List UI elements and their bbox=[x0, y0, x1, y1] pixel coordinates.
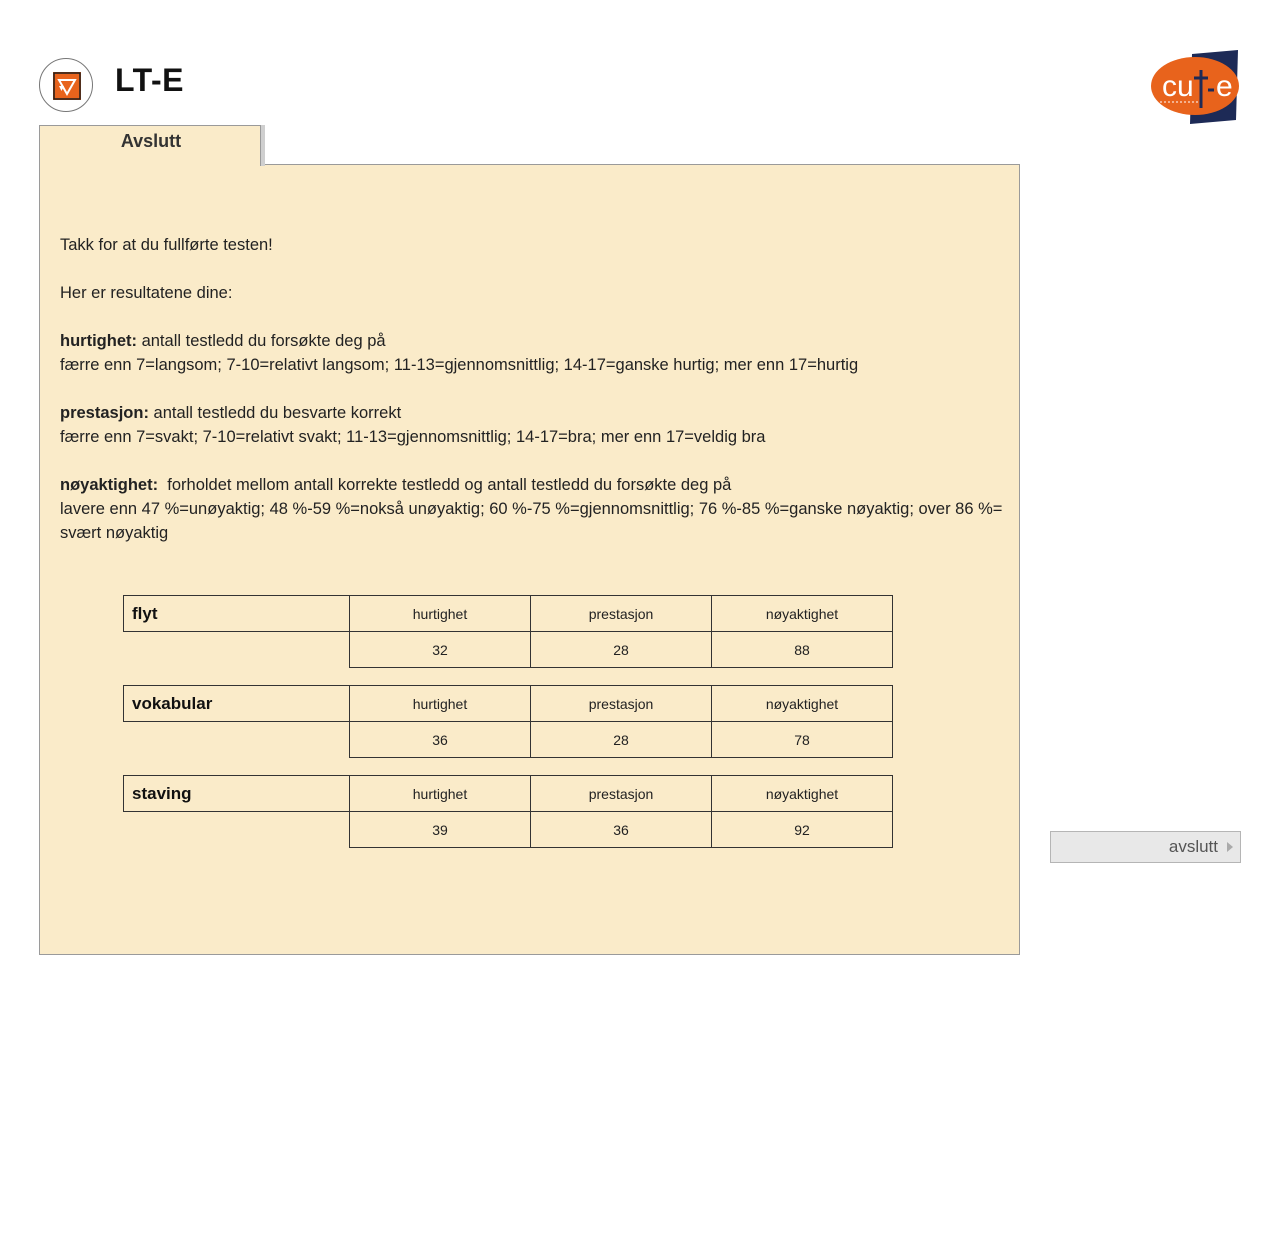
definition-scale: lavere enn 47 %=unøyaktig; 48 %-59 %=nokså unøyaktig; 60 %-75 %=gjennomsnittlig; 76 %-85 %=ganske nøyaktig; over 86 %= svært nøyaktig bbox=[60, 500, 1003, 542]
table-row bbox=[124, 776, 893, 812]
column-header: nøyaktighet bbox=[712, 776, 893, 812]
definition-description: forholdet mellom antall korrekte testledd og antall testledd du forsøkte deg på bbox=[167, 476, 732, 494]
column-header: hurtighet bbox=[350, 776, 531, 812]
table-row bbox=[124, 596, 893, 632]
results-intro-text: Her er resultatene dine: bbox=[60, 284, 233, 302]
results-text bbox=[60, 233, 1005, 569]
test-name: vokabular bbox=[124, 686, 350, 722]
app-title: LT-E bbox=[115, 62, 184, 98]
column-header: prestasjon bbox=[531, 686, 712, 722]
column-header: nøyaktighet bbox=[712, 596, 893, 632]
score-value: 32 bbox=[350, 632, 531, 668]
score-value: 92 bbox=[712, 812, 893, 848]
test-name: staving bbox=[124, 776, 350, 812]
result-table-staving bbox=[123, 775, 893, 848]
definition-scale: færre enn 7=langsom; 7-10=relativt langsom; 11-13=gjennomsnittlig; 14-17=ganske hurtig; mer enn 17=hurtig bbox=[60, 356, 859, 374]
column-header: hurtighet bbox=[350, 596, 531, 632]
table-row bbox=[124, 686, 893, 722]
score-value: 28 bbox=[531, 632, 712, 668]
test-name: flyt bbox=[124, 596, 350, 632]
result-table-flyt bbox=[123, 595, 893, 668]
definition-hurtighet bbox=[60, 329, 1005, 377]
column-header: prestasjon bbox=[531, 776, 712, 812]
svg-text:e: e bbox=[1216, 70, 1233, 103]
definition-description: antall testledd du besvarte korrekt bbox=[153, 404, 402, 422]
tab-avslutt[interactable] bbox=[39, 125, 261, 166]
definition-term: prestasjon: bbox=[60, 404, 149, 422]
score-value: 36 bbox=[531, 812, 712, 848]
lt-e-logo-icon bbox=[39, 58, 93, 112]
definition-term: hurtighet: bbox=[60, 332, 137, 350]
definition-term: nøyaktighet: bbox=[60, 476, 159, 494]
finish-button-label: avslutt bbox=[1168, 837, 1218, 856]
blank-cell bbox=[124, 812, 350, 848]
score-value: 28 bbox=[531, 722, 712, 758]
blank-cell bbox=[124, 632, 350, 668]
cut-e-logo bbox=[1150, 48, 1242, 129]
results-panel bbox=[39, 164, 1020, 955]
finish-button[interactable] bbox=[1050, 831, 1241, 863]
result-table-vokabular bbox=[123, 685, 893, 758]
definition-scale: færre enn 7=svakt; 7-10=relativt svakt; 11-13=gjennomsnittlig; 14-17=bra; mer enn 17=veldig bra bbox=[60, 428, 766, 446]
score-value: 88 bbox=[712, 632, 893, 668]
table-row bbox=[124, 722, 893, 758]
blank-cell bbox=[124, 722, 350, 758]
definition-description: antall testledd du forsøkte deg på bbox=[141, 332, 386, 350]
column-header: nøyaktighet bbox=[712, 686, 893, 722]
definition-noyaktighet bbox=[60, 473, 1005, 545]
column-header: prestasjon bbox=[531, 596, 712, 632]
definition-prestasjon bbox=[60, 401, 1005, 449]
score-value: 78 bbox=[712, 722, 893, 758]
table-row bbox=[124, 812, 893, 848]
column-header: hurtighet bbox=[350, 686, 531, 722]
arrow-right-icon bbox=[1227, 842, 1233, 852]
tab-label: Avslutt bbox=[120, 131, 182, 151]
thanks-text: Takk for at du fullførte testen! bbox=[60, 236, 273, 254]
score-value: 39 bbox=[350, 812, 531, 848]
score-value: 36 bbox=[350, 722, 531, 758]
table-row bbox=[124, 632, 893, 668]
svg-text:cu: cu bbox=[1162, 70, 1194, 103]
